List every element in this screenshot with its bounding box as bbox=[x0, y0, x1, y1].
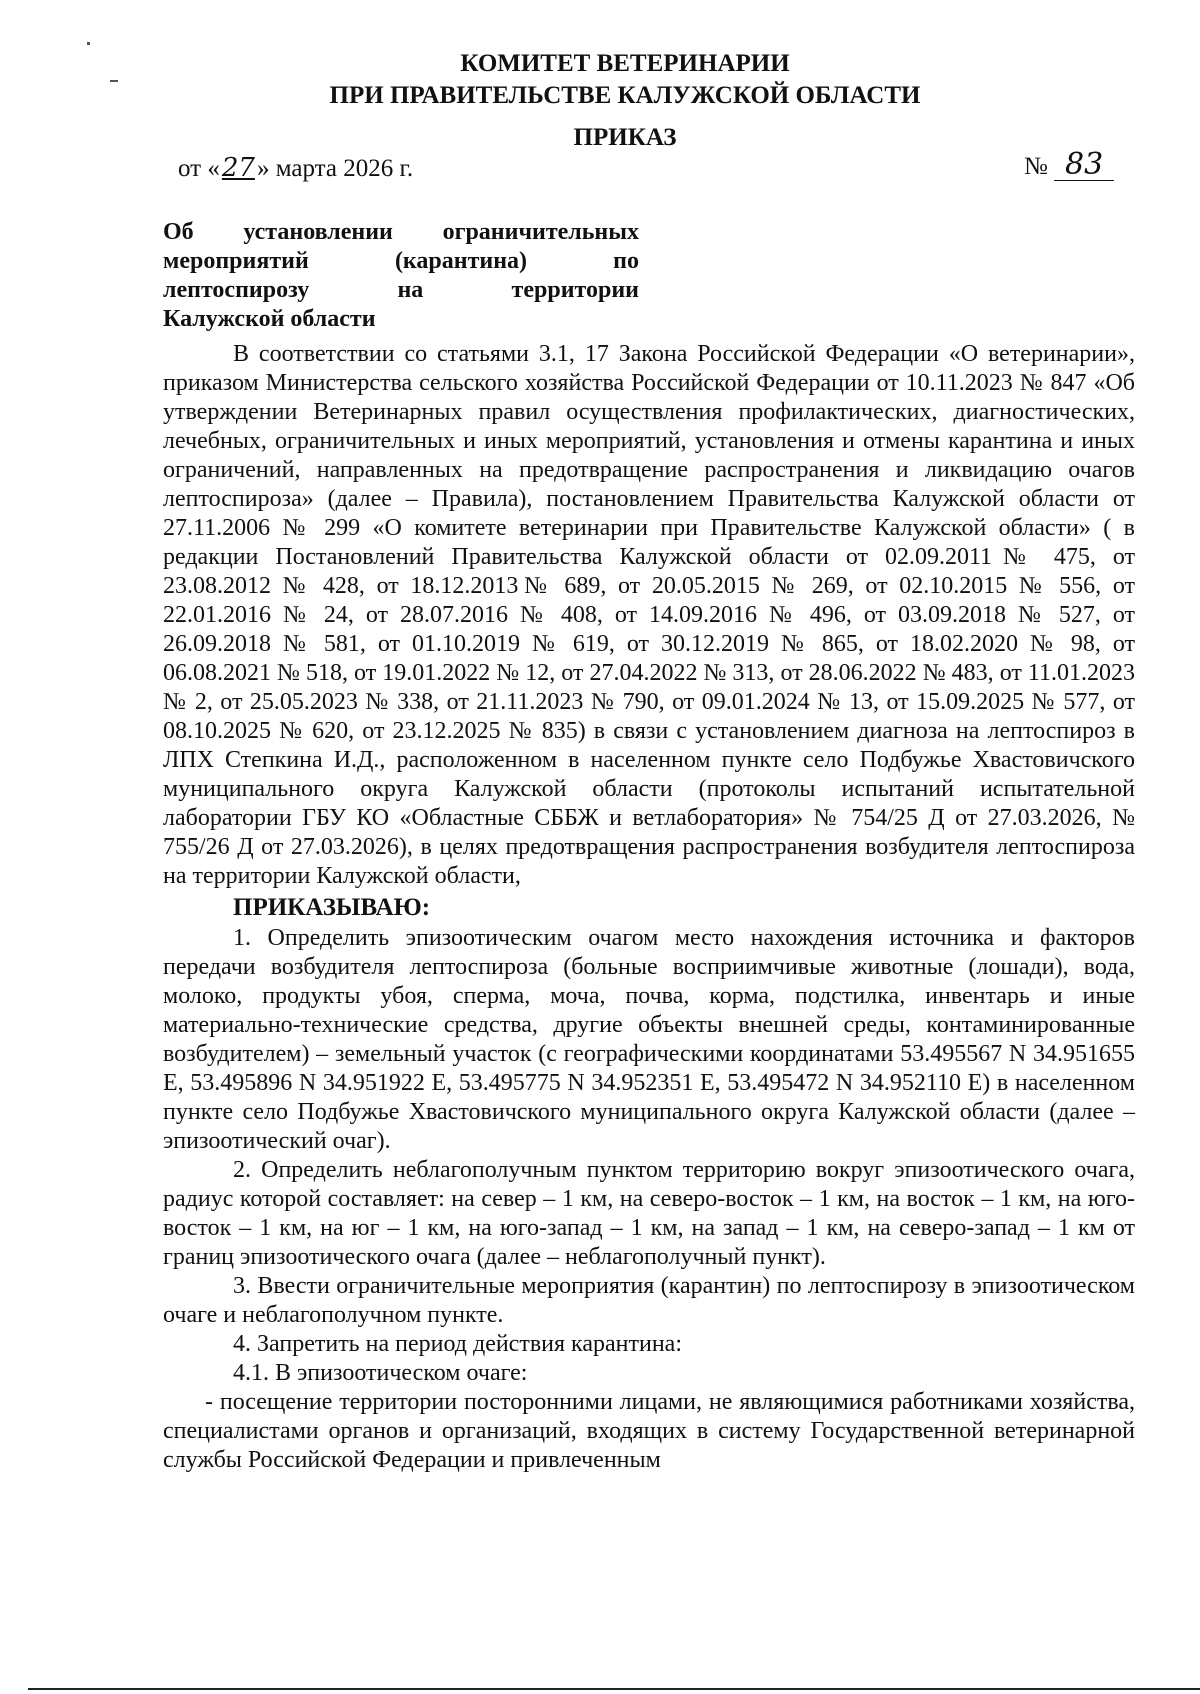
subject-line: лептоспирозу на территории bbox=[163, 277, 639, 303]
org-line-2: ПРИ ПРАВИТЕЛЬСТВЕ КАЛУЖСКОЙ ОБЛАСТИ bbox=[329, 82, 921, 109]
document-date bbox=[178, 153, 413, 183]
date-prefix: от « bbox=[178, 155, 220, 182]
number-sign: № bbox=[1024, 153, 1048, 180]
order-item-2: 2. Определить неблагополучным пунктом территорию вокруг эпизоотического очага, радиус которой составляет: на север – 1 км, на северо-восток – 1 км, на восток – 1 км, на юго-восток – 1 км, на юг – 1 км, на юго-запад – 1 км, на запад – 1 км, на северо-запад – 1 км от границ эпизоотического очага (далее – неблагополучный пункт). bbox=[163, 1157, 1135, 1270]
organization-header bbox=[0, 48, 1200, 112]
date-suffix: » марта 2026 г. bbox=[256, 155, 414, 182]
subject-line: Калужской области bbox=[163, 306, 376, 332]
document-number bbox=[1024, 147, 1114, 182]
org-line-1: КОМИТЕТ ВЕТЕРИНАРИИ bbox=[460, 50, 790, 77]
subject-line: Об установлении ограничительных bbox=[163, 219, 639, 245]
document-body bbox=[163, 340, 1135, 1475]
scan-mark bbox=[87, 42, 90, 45]
order-heading: ПРИКАЗЫВАЮ: bbox=[233, 894, 431, 921]
document-type: ПРИКАЗ bbox=[573, 124, 677, 151]
number-handwritten: 83 bbox=[1054, 150, 1114, 181]
date-day-handwritten: 27 bbox=[221, 153, 255, 183]
document-subject bbox=[163, 218, 639, 334]
order-item-4: 4. Запретить на период действия карантина: bbox=[233, 1331, 682, 1357]
order-item-4-1: 4.1. В эпизоотическом очаге: bbox=[233, 1360, 528, 1386]
order-item-4-1-dash: - посещение территории посторонними лицами, не являющимися работниками хозяйства, специалистами органов и организаций, входящих в систему Государственной ветеринарной службы Российской Федерации и привлеченным bbox=[163, 1389, 1135, 1473]
subject-line: мероприятий (карантина) по bbox=[163, 248, 639, 274]
order-item-3: 3. Ввести ограничительные мероприятия (карантин) по лептоспирозу в эпизоотическом очаге и неблагополучном пункте. bbox=[163, 1273, 1135, 1328]
order-item-1: 1. Определить эпизоотическим очагом место нахождения источника и факторов передачи возбудителя лептоспироза (больные восприимчивые животные (лошади), вода, молоко, продукты убоя, сперма, моча, почва, корма, подстилка, инвентарь и иные материально-технические средства, другие объекты внешней среды, контаминированные возбудителем) – земельный участок (с географическими координатами 53.495567 N 34.951655 E, 53.495896 N 34.951922 E, 53.495775 N 34.952351 E, 53.495472 N 34.952110 E) в населенном пункте село Подбужье Хвастовичского муниципального округа Калужской области (далее – эпизоотический очаг). bbox=[163, 925, 1135, 1154]
preamble-paragraph: В соответствии со статьями 3.1, 17 Закона Российской Федерации «О ветеринарии», приказом Министерства сельского хозяйства Российской Федерации от 10.11.2023 № 847 «Об утверждении Ветеринарных правил осуществления профилактических, диагностических, лечебных, ограничительных и иных мероприятий, установления и отмены карантина и иных ограничений, направленных на предотвращение распространения и ликвидацию очагов лептоспироза» (далее – Правила), постановлением Правительства Калужской области от 27.11.2006 № 299 «О комитете ветеринарии при Правительстве Калужской области» ( в редакции Постановлений Правительства Калужской области от 02.09.2011№ 475, от 23.08.2012 № 428, от 18.12.2013№ 689, от 20.05.2015 № 269, от 02.10.2015 № 556, от 22.01.2016 № 24, от 28.07.2016 № 408, от 14.09.2016 № 496, от 03.09.2018 № 527, от 26.09.2018 № 581, от 01.10.2019 № 619, от 30.12.2019 № 865, от 18.02.2020 № 98, от 06.08.2021 № 518, от 19.01.2022 № 12, от 27.04.2022 № 313, от 28.06.2022 № 483, от 11.01.2023 № 2, от 25.05.2023 № 338, от 21.11.2023 № 790, от 09.01.2024 № 13, от 15.09.2025 № 577, от 08.10.2025 № 620, от 23.12.2025 № 835) в связи с установлением диагноза на лептоспироз в ЛПХ Степкина И.Д., расположенном в населенном пункте село Подбужье Хвастовичского муниципального округа Калужской области (протоколы испытаний испытательной лаборатории ГБУ КО «Областные СББЖ и ветлаборатория» № 754/25 Д от 27.03.2026, № 755/26 Д от 27.03.2026), в целях предотвращения распространения возбудителя лептоспироза на территории Калужской области, bbox=[163, 341, 1135, 889]
page-bottom-rule bbox=[28, 1688, 1200, 1690]
